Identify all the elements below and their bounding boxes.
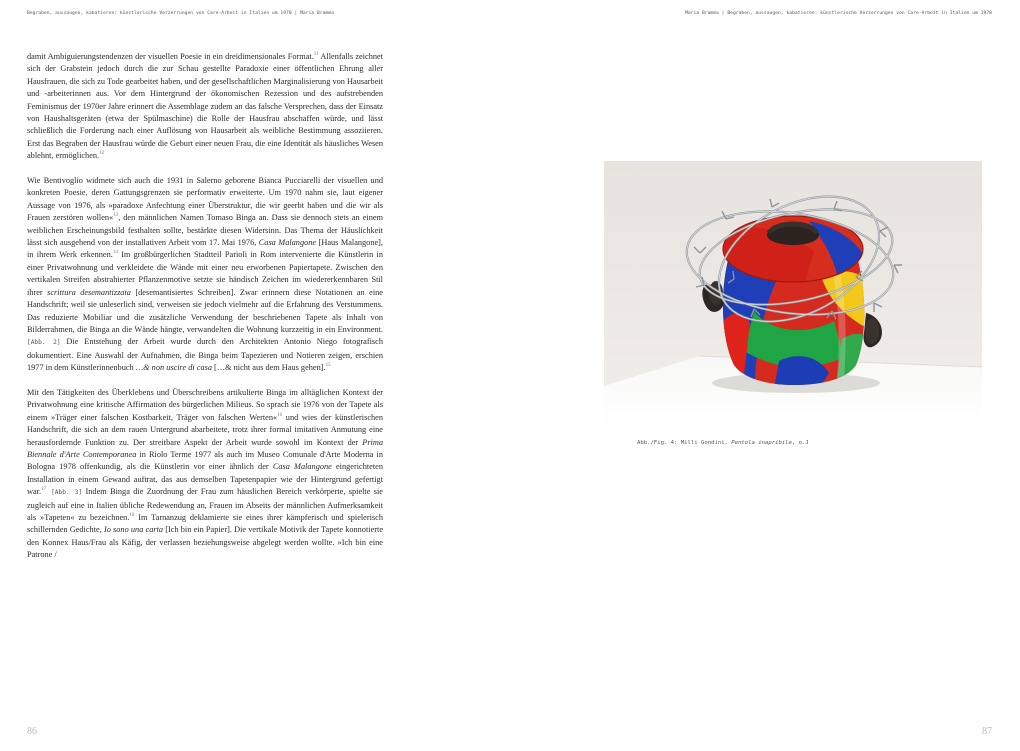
pot-sculpture-image — [604, 161, 982, 430]
footnote-ref[interactable]: 11 — [313, 52, 319, 58]
running-head-left: Begraben, aussaugen, kabatieren: künstlerische Verzerrungen von Care-Arbeit in Italien um 1970 | Maria Bramma — [27, 11, 334, 16]
left-page-text-column — [27, 51, 383, 574]
figure-reference[interactable]: [Abb. 3] — [46, 489, 83, 497]
footnote-ref[interactable]: 15 — [325, 363, 331, 369]
artwork-photo — [604, 161, 982, 430]
page-number-left: 86 — [27, 726, 37, 737]
figure-caption: Abb./Fig. 4: Milli Gondini, Pentola inapribile, o.J — [637, 440, 809, 446]
running-head-right: Maria Bramma | Begraben, aussaugen, kabatieren: künstlerische Verzerrungen von Care-Arbeit in Italien um 1978 — [685, 11, 992, 16]
paragraph-3: Mit den Tätigkeiten des Überklebens und Überschreibens artikulierte Binga im alltäglichen Kontext der Privatwohnung eine kritische Affirmation des bürgerlichen Milieus. So sprach sie 1976 von der Tapete als einem »Träger einer falschen Kostbarkeit, Träger von falschen Werten«$^{16}$ und wies der künstlerischen Handschrift, die sich an dem rauen Untergrund abarbeitete, trotz ihrer formal imitativen Anmutung eine herausfordernde Funktion zu. Der streitbare Aspekt der Arbeit wurde sowohl im Kontext der Prima Biennale d'Arte Contemporanea in Riolo Terme 1977 als auch im Museo Comunale d'Arte Moderna in Bologna 1978 offenkundig, als die Künstlerin vor einer ähnlich der Casa Malangone eingerichteten Installation in einem Gewand auftrat, das aus demselben Tapetenpapier wie der Hintergrund gefertigt war.$^{17}$ [Abb. 3] Indem Binga die Zuordnung der Frau zum häuslichen Bereich verkörperte, spielte sie zugleich auf eine in Italien übliche Redewendung an, Frauen im Abseits der männlichen Aufmerksamkeit als »Tapeten« zu bezeichnen.$^{18}$ Im Tarnanzug deklamierte sie eines ihrer kämpferisch und spielerisch schillernden Gedichte, Io sono una carta [Ich bin ein Papier]. Die vertikale Motivik der Tapete konnotierte den Konnex Haus/Frau als Käfig, der verlassen beziehungsweise abgelegt werden wollte. »Ich bin eine Patrone / — [27, 387, 384, 560]
paragraph-1: damit Ambiguierungstendenzen der visuellen Poesie in ein dreidimensionales Format.$^{11}$ Allenfalls zeichnet sich der Grabstein jedoch durch die zur Schau gestellte Paradoxie einer öffentlichen Ehrung aller Hausfrauen, die sich zu Tode gearbeitet haben, und der gesellschaftlichen Marginalisierung von Hausarbeit und -arbeiterinnen aus. Vor dem Hintergrund der ökonomischen Rezession und des aufstrebenden Feminismus der 1970er Jahre erinnert die Assemblage zudem an das falsche Versprechen, dass der Einsatz von Haushaltsgeräten (etwa der Spülmaschine) die Rolle der Hausfrau abschaffen würde, und lässt schließlich die Forderung nach einer Auflösung von Hausarbeit als weibliche Bestimmung assoziieren. Erst das Begraben der Hausfrau würde die Geburt einer neuen Frau, die eine Identität als häusliches Wesen ablehnt, ermöglichen.$^{12}$ — [27, 52, 383, 161]
artwork-title: Casa Malangone — [258, 238, 317, 248]
exhibition-title: Prima Biennale d'Arte Contemporanea — [27, 437, 383, 459]
figure-reference[interactable]: [Abb. 2] — [27, 339, 61, 347]
footnote-ref[interactable]: 12 — [99, 151, 105, 157]
term-italic: scrittura desemantizzata — [47, 287, 131, 297]
poem-title: Io sono una carta — [103, 525, 164, 535]
paragraph-2: Wie Bentivoglio widmete sich auch die 1931 in Salerno geborene Bianca Pucciarelli der visuellen und konkreten Poesie, deren Gattungsgrenzen sie performativ erweiterte. Um 1970 nahm sie, laut eigener Aussage von 1976, als »paradoxe Anfechtung einer Überstruktur, die wir geerbt haben und die wir als Frauen zerstören wollen«$^{13}$, den männlichen Namen Tomaso Binga an. Dass sie dennoch stets an einem weiblichen Erscheinungsbild festhalten sollte, bestärkte diesen Widersinn. Das Thema der Häuslichkeit lässt sich ausgehend von der installativen Arbeit vom 17. Mai 1976, Casa Malangone [Haus Malangone], in ihrem Werk erkennen.$^{14}$ Im großbürgerlichen Stadtteil Parioli in Rom intervenierte die Künstlerin in einer Privatwohnung und verkleidete die Wände mit einer neu erworbenen Papiertapete. Zwischen den vertikalen Streifen abstrahierter Pflanzenmotive setzte sie händisch Zeichen im wiedererkennbaren Stil ihrer scrittura desemantizzata [desemantisiertes Schreiben]. Zwar erinnern diese Notationen an eine Handschrift; weil sie unleserlich sind, verweisen sie jedoch vielmehr auf die Erfahrung des Verstummens. Das reduzierte Mobiliar und die zusätzliche Verwendung der beschriebenen Tapete als Inhalt von Bilderrahmen, die Binga an die Wände hängte, verwandelten die Wohnung kurzzeitig in ein Environment. [Abb. 2] Die Entstehung der Arbeit wurde durch den Architekten Antonio Niego fotografisch dokumentiert. Eine Auswahl der Aufnahmen, die Binga beim Tapezieren und Notieren zeigen, erschien 1977 in dem Künstlerinnenbuch …& non uscire di casa […& nicht aus dem Haus gehen].$^{15}$ — [27, 176, 384, 373]
book-title: …& non uscire di casa — [135, 363, 212, 373]
footnote-ref[interactable]: 13 — [113, 213, 119, 219]
footnote-ref[interactable]: 17 — [41, 487, 47, 493]
footnote-ref[interactable]: 16 — [277, 412, 283, 418]
footnote-ref[interactable]: 14 — [112, 250, 118, 256]
artwork-title: Casa Malangone — [272, 462, 332, 472]
page-number-right: 87 — [982, 726, 992, 737]
footnote-ref[interactable]: 18 — [129, 513, 135, 519]
